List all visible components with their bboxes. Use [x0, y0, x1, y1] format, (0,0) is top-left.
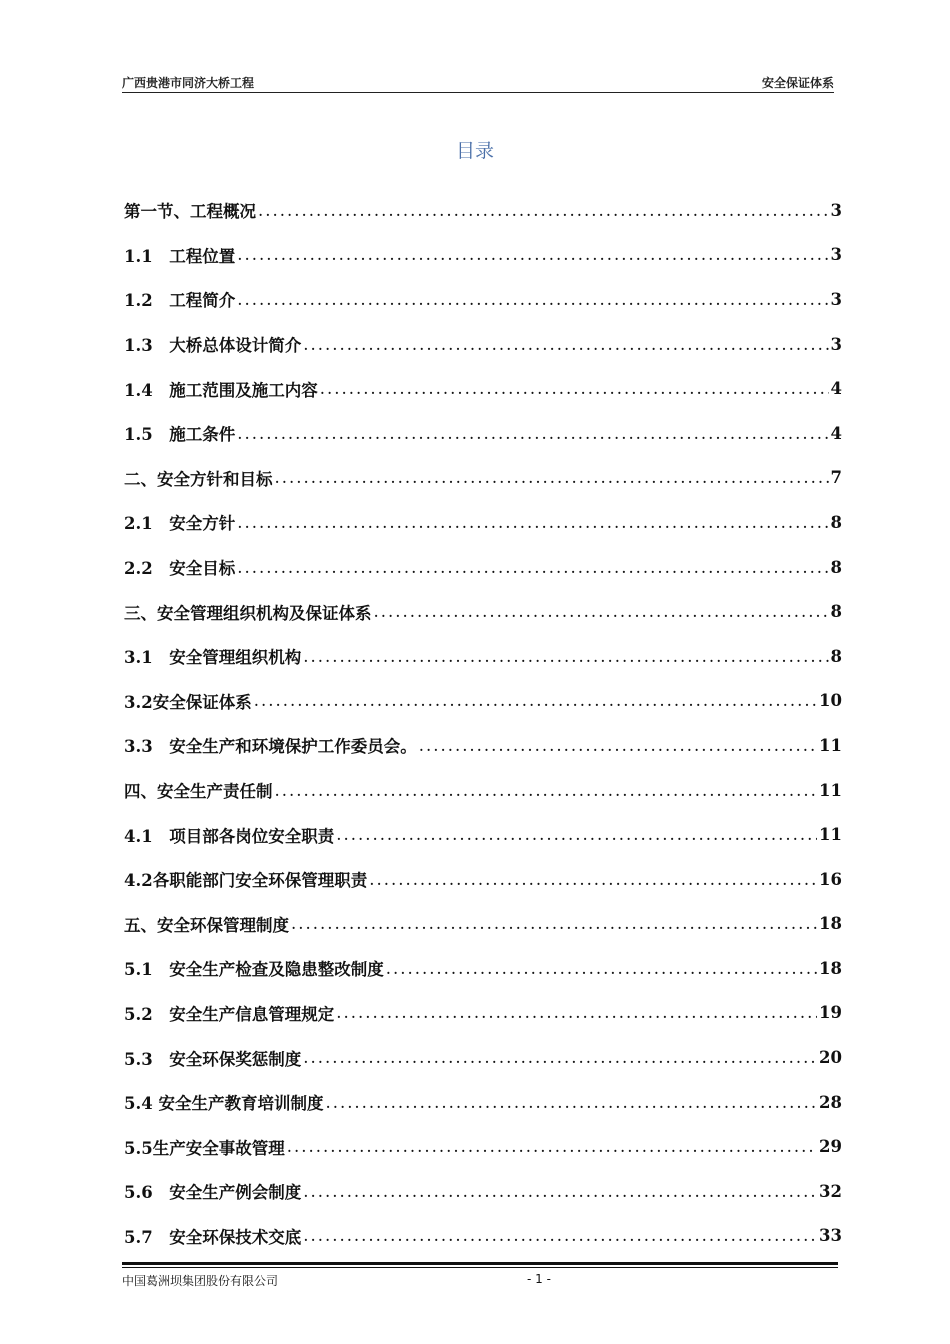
toc-entry[interactable]	[124, 634, 842, 679]
toc-entry[interactable]	[124, 233, 842, 278]
toc-dot-leader	[303, 335, 828, 354]
toc-entry[interactable]	[124, 500, 842, 545]
toc-dot-leader	[237, 290, 828, 309]
toc-entry[interactable]	[124, 857, 842, 902]
toc-entry[interactable]	[124, 1169, 842, 1214]
toc-entry-label: 1.4 施工范围及施工内容	[124, 380, 318, 400]
toc-entry[interactable]	[124, 1124, 842, 1169]
toc-entry[interactable]	[124, 411, 842, 456]
toc-entry[interactable]	[124, 723, 842, 768]
toc-entry-label: 1.3 大桥总体设计简介	[124, 336, 302, 356]
toc-entry[interactable]	[124, 366, 842, 411]
toc-entry-label: 3.1 安全管理组织机构	[124, 648, 302, 668]
toc-entry-page-number: 3	[830, 334, 842, 354]
toc-entry-page-number: 3	[830, 289, 842, 309]
toc-dot-leader	[303, 1048, 817, 1067]
toc-entry-label: 四、安全生产责任制	[124, 782, 273, 802]
toc-dot-leader	[291, 914, 817, 933]
toc-entry-label: 1.1 工程位置	[124, 246, 236, 266]
toc-entry-page-number: 8	[830, 557, 842, 577]
toc-entry-page-number: 16	[819, 869, 842, 889]
toc-dot-leader	[237, 245, 828, 264]
toc-dot-leader	[303, 1226, 817, 1245]
toc-entry-label: 1.5 施工条件	[124, 425, 236, 445]
toc-dot-leader	[303, 647, 828, 666]
toc-dot-leader	[237, 558, 828, 577]
toc-entry-label: 5.6 安全生产例会制度	[124, 1183, 302, 1203]
toc-entry-label: 5.2 安全生产信息管理规定	[124, 1004, 335, 1024]
toc-entry-page-number: 29	[819, 1137, 842, 1157]
toc-entry-page-number: 18	[819, 914, 842, 934]
page-header	[122, 74, 834, 92]
toc-dot-leader	[237, 513, 828, 532]
toc-entry-label: 5.7 安全环保技术交底	[124, 1227, 302, 1247]
toc-entry[interactable]	[124, 188, 842, 233]
toc-entry[interactable]	[124, 456, 842, 501]
toc-entry-label: 3.3 安全生产和环境保护工作委员会。	[124, 737, 417, 757]
toc-entry-label: 2.2 安全目标	[124, 559, 236, 579]
footer-company-name: 中国葛洲坝集团股份有限公司	[122, 1274, 279, 1288]
toc-entry-page-number: 33	[819, 1226, 842, 1246]
toc-dot-leader	[386, 959, 817, 978]
toc-entry-page-number: 8	[830, 646, 842, 666]
footer-page-number: - 1 -	[527, 1272, 551, 1286]
toc-entry-page-number: 11	[819, 825, 842, 845]
toc-entry-label: 五、安全环保管理制度	[124, 915, 289, 935]
toc-entry-label: 三、安全管理组织机构及保证体系	[124, 603, 372, 623]
toc-entry-page-number: 4	[830, 423, 842, 443]
toc-dot-leader	[325, 1093, 817, 1112]
footer-divider-thick	[122, 1262, 838, 1265]
toc-entry-label: 4.1 项目部各岗位安全职责	[124, 826, 335, 846]
toc-entry-page-number: 10	[819, 691, 842, 711]
toc-entry-label: 4.2各职能部门安全环保管理职责	[124, 871, 368, 891]
toc-dot-leader	[275, 468, 829, 487]
toc-dot-leader	[374, 602, 829, 621]
toc-entry-page-number: 8	[830, 512, 842, 532]
toc-dot-leader	[258, 201, 829, 220]
toc-entry-page-number: 11	[819, 780, 842, 800]
toc-entry[interactable]	[124, 322, 842, 367]
toc-entry-label: 5.5生产安全事故管理	[124, 1138, 285, 1158]
toc-entry-label: 5.1 安全生产检查及隐患整改制度	[124, 960, 384, 980]
toc-dot-leader	[303, 1182, 817, 1201]
toc-entry-label: 5.4 安全生产教育培训制度	[124, 1094, 324, 1114]
toc-entry[interactable]	[124, 545, 842, 590]
toc-entry-page-number: 7	[830, 468, 842, 488]
toc-entry[interactable]	[124, 1214, 842, 1259]
toc-entry[interactable]	[124, 679, 842, 724]
toc-entry[interactable]	[124, 768, 842, 813]
toc-entry-label: 5.3 安全环保奖惩制度	[124, 1049, 302, 1069]
header-section-name: 安全保证体系	[761, 76, 834, 90]
toc-entry-page-number: 20	[819, 1048, 842, 1068]
toc-entry-page-number: 4	[830, 379, 842, 399]
toc-entry-page-number: 28	[819, 1092, 842, 1112]
toc-entry[interactable]	[124, 902, 842, 947]
toc-dot-leader	[369, 870, 817, 889]
toc-entry[interactable]	[124, 1080, 842, 1125]
toc-entry-label: 3.2安全保证体系	[124, 692, 252, 712]
toc-entry-label: 第一节、工程概况	[124, 202, 256, 222]
toc-dot-leader	[336, 825, 817, 844]
toc-entry[interactable]	[124, 1035, 842, 1080]
toc-entry-page-number: 18	[819, 958, 842, 978]
toc-entry-page-number: 3	[830, 200, 842, 220]
toc-entry[interactable]	[124, 991, 842, 1036]
toc-entry-label: 二、安全方针和目标	[124, 469, 273, 489]
toc-entry-label: 1.2 工程简介	[124, 291, 236, 311]
toc-entry-page-number: 11	[819, 735, 842, 755]
toc-entry-page-number: 8	[830, 602, 842, 622]
footer-divider-thin	[122, 1267, 838, 1268]
toc-entry-page-number: 32	[819, 1181, 842, 1201]
toc-entry[interactable]	[124, 812, 842, 857]
toc-dot-leader	[237, 424, 828, 443]
toc-dot-leader	[320, 379, 829, 398]
toc-dot-leader	[419, 736, 817, 755]
header-project-name: 广西贵港市同济大桥工程	[122, 76, 255, 90]
page-footer	[122, 1272, 838, 1290]
toc-entry-page-number: 19	[819, 1003, 842, 1023]
toc-dot-leader	[287, 1137, 817, 1156]
header-divider	[122, 92, 834, 93]
toc-dot-leader	[275, 781, 818, 800]
table-of-contents	[124, 188, 842, 1258]
toc-entry-label: 2.1 安全方针	[124, 514, 236, 534]
toc-entry-page-number: 3	[830, 245, 842, 265]
page-title: 目录	[455, 140, 494, 162]
toc-entry[interactable]	[124, 277, 842, 322]
toc-entry[interactable]	[124, 589, 842, 634]
toc-entry[interactable]	[124, 946, 842, 991]
toc-dot-leader	[336, 1003, 817, 1022]
toc-dot-leader	[254, 691, 817, 710]
